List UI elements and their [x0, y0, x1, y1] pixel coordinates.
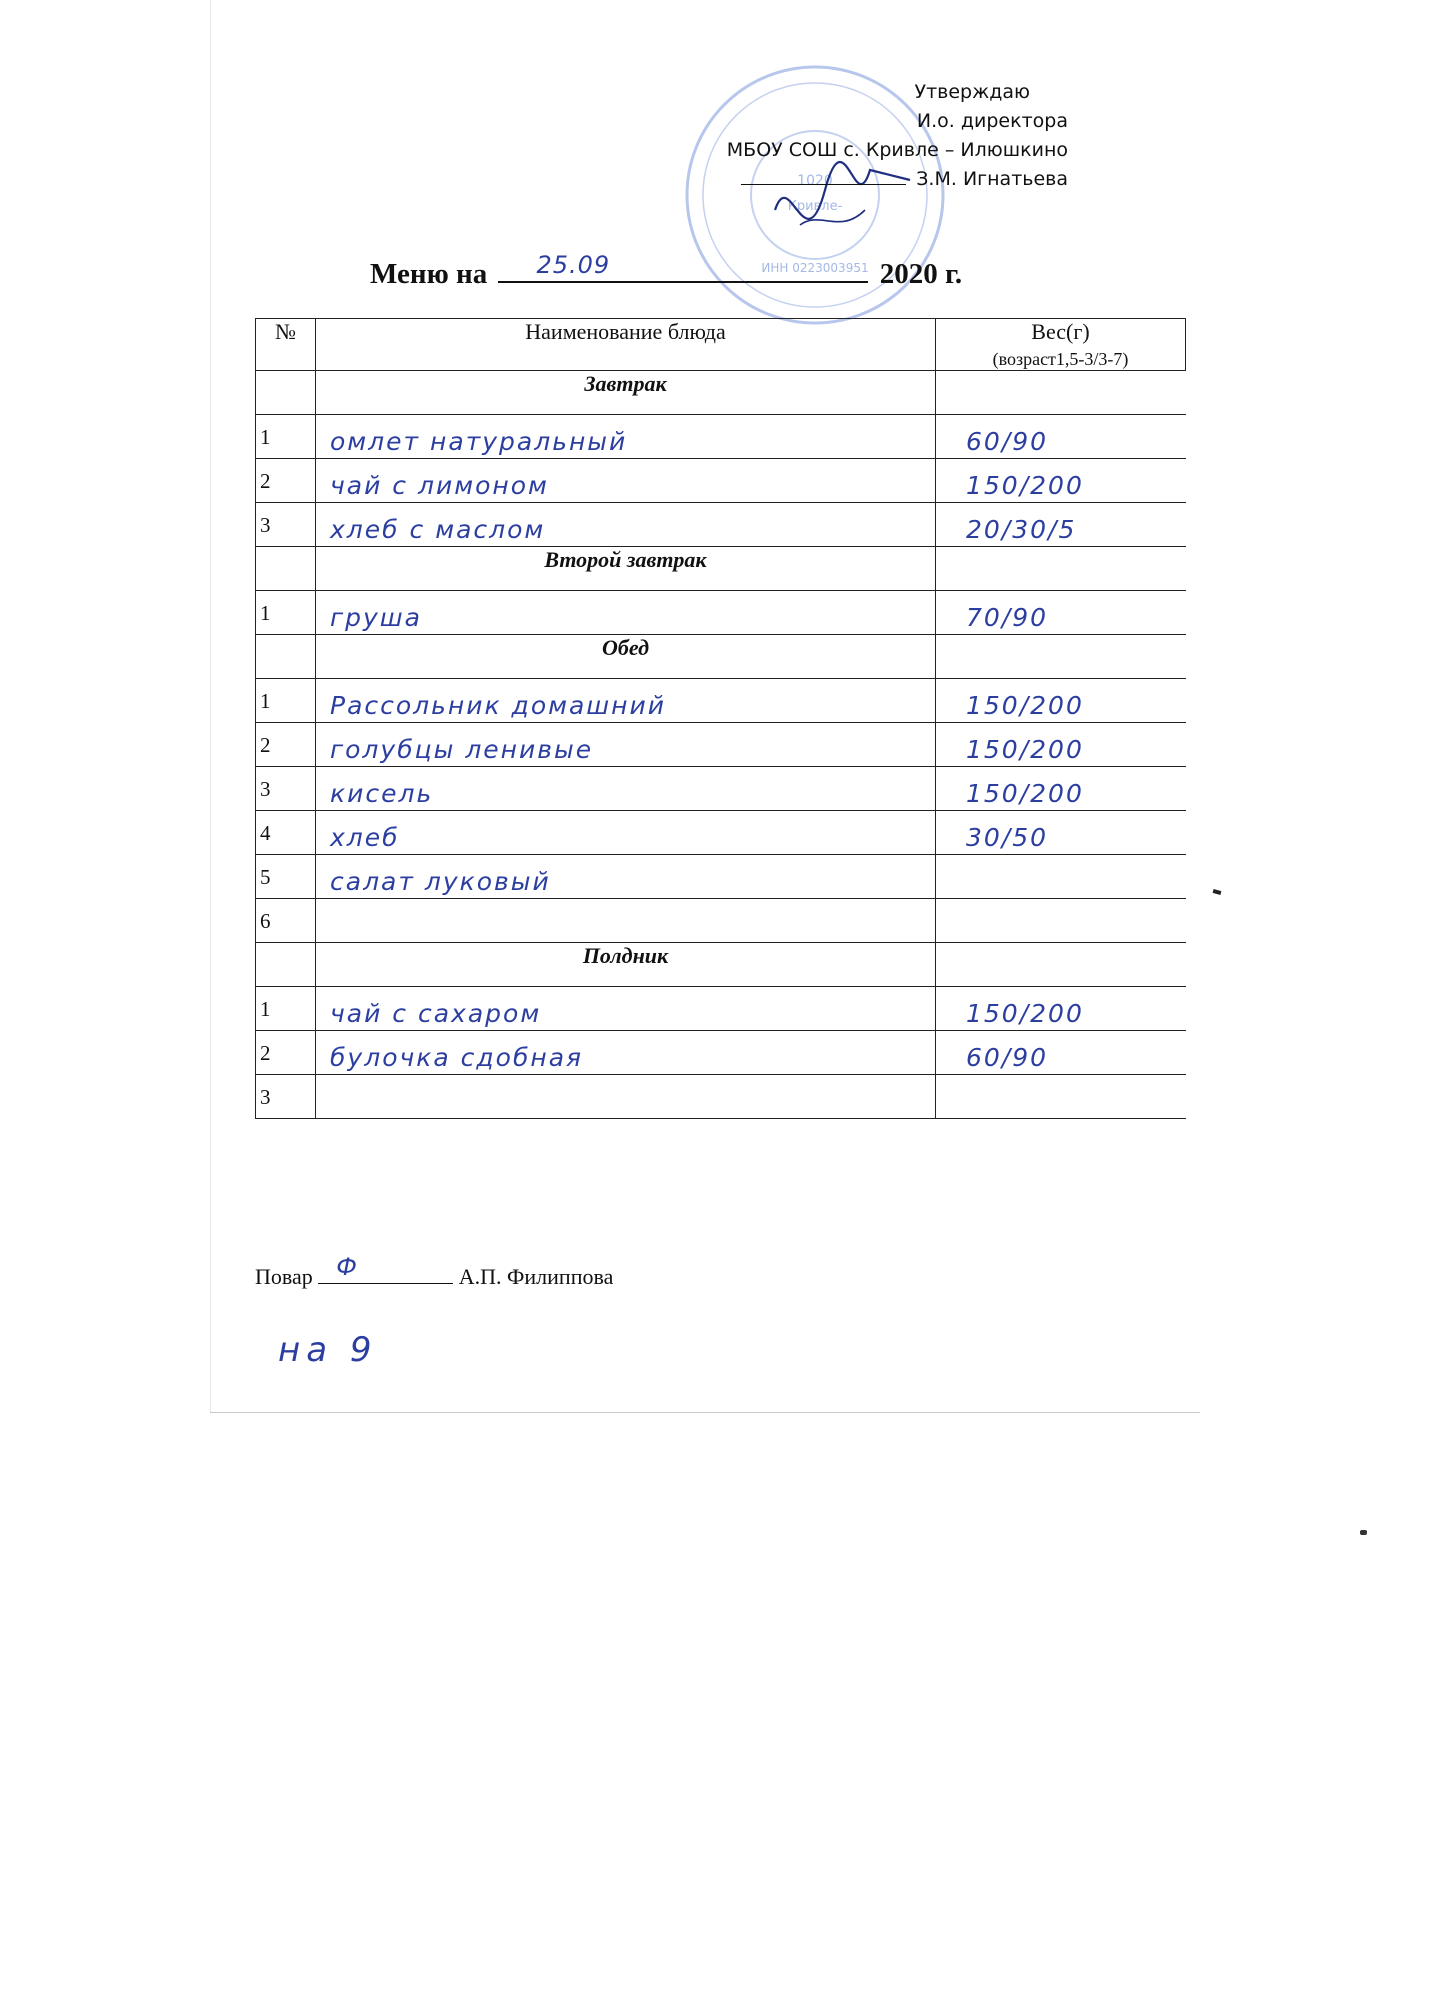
header-dish-name: Наименование блюда [316, 319, 936, 371]
item-dish-name: Рассольник домашний [316, 679, 936, 723]
section-weight-cell [936, 547, 1186, 591]
section-weight-cell [936, 635, 1186, 679]
menu-item-row [256, 1031, 1186, 1075]
menu-item-row [256, 811, 1186, 855]
section-title: Полдник [316, 943, 936, 987]
header-weight-title: Вес(г) [1031, 319, 1090, 344]
item-weight: 30/50 [936, 811, 1186, 855]
section-number-cell [256, 635, 316, 679]
date-handwritten: 25.09 [536, 251, 611, 279]
approval-signature-line [660, 165, 1080, 194]
approval-block [660, 78, 1080, 194]
section-row [256, 371, 1186, 415]
item-weight [936, 1075, 1186, 1119]
section-row [256, 635, 1186, 679]
item-number: 1 [256, 591, 316, 635]
item-dish-name: голубцы ленивые [316, 723, 936, 767]
cook-signature-field [318, 1253, 453, 1284]
section-title: Завтрак [316, 371, 936, 415]
handwritten-note: на 9 [278, 1330, 378, 1370]
item-dish-name: груша [316, 591, 936, 635]
item-weight: 150/200 [936, 459, 1186, 503]
page-title [370, 251, 963, 291]
item-number: 4 [256, 811, 316, 855]
title-suffix: 2020 г. [879, 258, 963, 290]
cook-signature: Ф [336, 1253, 357, 1281]
menu-table-body [256, 319, 1186, 1119]
scan-speck [1360, 1530, 1367, 1535]
section-weight-cell [936, 943, 1186, 987]
menu-item-row [256, 591, 1186, 635]
header-weight-subtitle: (возраст1,5-3/3-7) [992, 349, 1129, 369]
section-number-cell [256, 371, 316, 415]
menu-item-row [256, 767, 1186, 811]
section-row [256, 943, 1186, 987]
item-dish-name: кисель [316, 767, 936, 811]
menu-item-row [256, 987, 1186, 1031]
item-dish-name: чай с лимоном [316, 459, 936, 503]
item-dish-name: чай с сахаром [316, 987, 936, 1031]
item-dish-name: булочка сдобная [316, 1031, 936, 1075]
section-weight-cell [936, 371, 1186, 415]
approval-line-position: И.о. директора [916, 110, 1068, 132]
menu-item-row [256, 723, 1186, 767]
item-weight: 60/90 [936, 415, 1186, 459]
item-dish-name: салат луковый [316, 855, 936, 899]
menu-item-row [256, 899, 1186, 943]
item-weight: 20/30/5 [936, 503, 1186, 547]
item-number: 2 [256, 723, 316, 767]
section-title: Обед [316, 635, 936, 679]
header-weight [936, 319, 1186, 371]
date-field [498, 251, 868, 283]
item-weight [936, 899, 1186, 943]
item-number: 1 [256, 415, 316, 459]
item-dish-name: хлеб [316, 811, 936, 855]
item-weight [936, 855, 1186, 899]
item-dish-name: хлеб с маслом [316, 503, 936, 547]
cook-label: Повар [255, 1264, 313, 1289]
menu-item-row [256, 1075, 1186, 1119]
item-weight: 70/90 [936, 591, 1186, 635]
approval-line-approve: Утверждаю [914, 81, 1030, 103]
approval-line-school: МБОУ СОШ с. Кривле – Илюшкино [726, 139, 1068, 161]
menu-item-row [256, 459, 1186, 503]
item-dish-name [316, 1075, 936, 1119]
item-weight: 150/200 [936, 679, 1186, 723]
section-row [256, 547, 1186, 591]
director-signature-field [741, 166, 906, 185]
scan-speck [1213, 889, 1222, 895]
scan-edge-bottom [210, 1412, 1200, 1413]
item-dish-name [316, 899, 936, 943]
svg-text:Кривле-: Кривле- [787, 199, 843, 214]
menu-item-row [256, 415, 1186, 459]
section-number-cell [256, 943, 316, 987]
item-number: 6 [256, 899, 316, 943]
section-title: Второй завтрак [316, 547, 936, 591]
item-weight: 60/90 [936, 1031, 1186, 1075]
title-prefix: Меню на [370, 258, 488, 290]
item-number: 5 [256, 855, 316, 899]
scan-edge-left [210, 0, 211, 1412]
item-number: 3 [256, 767, 316, 811]
item-number: 3 [256, 503, 316, 547]
item-weight: 150/200 [936, 767, 1186, 811]
item-number: 2 [256, 1031, 316, 1075]
menu-header-row [256, 319, 1186, 371]
item-number: 1 [256, 679, 316, 723]
item-number: 2 [256, 459, 316, 503]
menu-item-row [256, 855, 1186, 899]
item-weight: 150/200 [936, 723, 1186, 767]
item-weight: 150/200 [936, 987, 1186, 1031]
section-number-cell [256, 547, 316, 591]
item-number: 3 [256, 1075, 316, 1119]
menu-item-row [256, 679, 1186, 723]
director-name: З.М. Игнатьева [916, 168, 1068, 190]
svg-text:1020: 1020 [797, 173, 833, 189]
svg-text:ИНН 0223003951: ИНН 0223003951 [761, 261, 869, 275]
item-dish-name: омлет натуральный [316, 415, 936, 459]
cook-name: А.П. Филиппова [458, 1264, 614, 1289]
item-number: 1 [256, 987, 316, 1031]
header-number: № [256, 319, 316, 371]
menu-item-row [256, 503, 1186, 547]
cook-signature-block [255, 1253, 614, 1290]
menu-table [255, 318, 1186, 1119]
